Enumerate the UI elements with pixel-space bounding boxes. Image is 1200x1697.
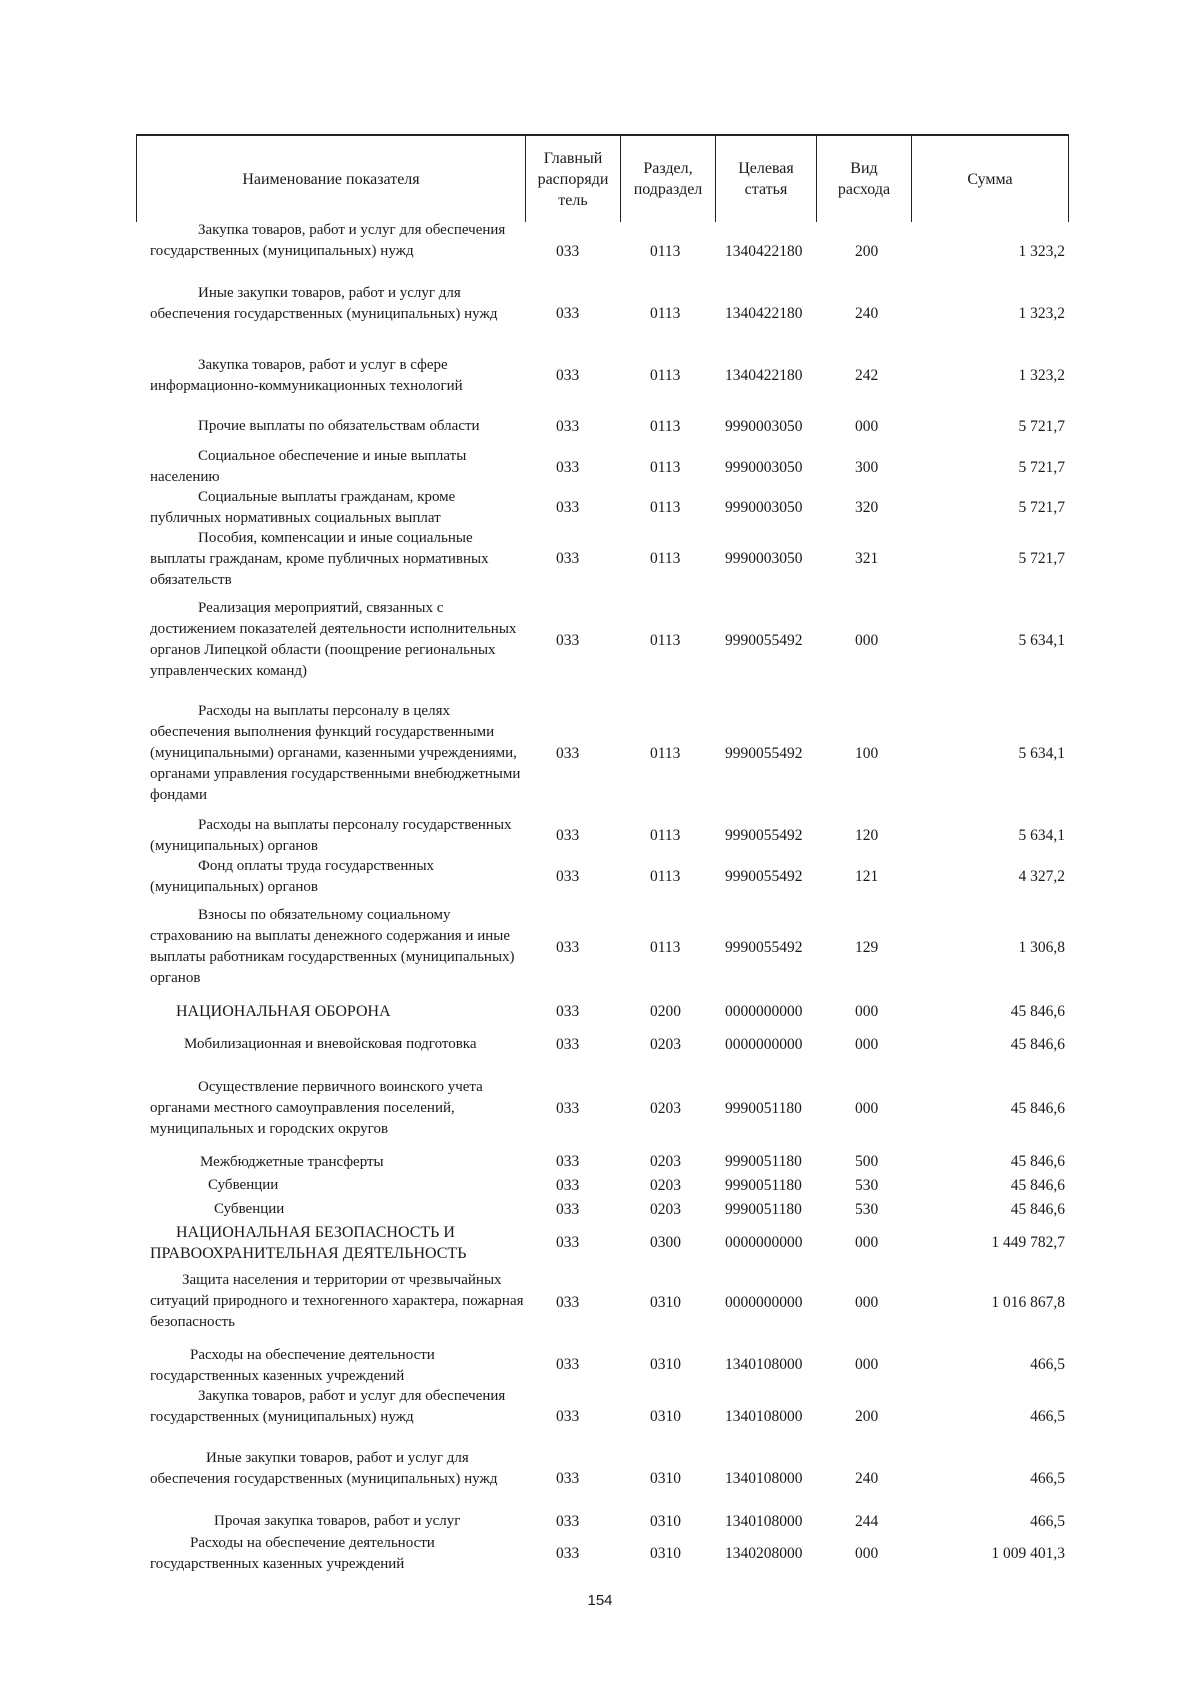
row-celevaya: 9990051180	[725, 1153, 802, 1170]
row-razdel: 0203	[650, 1036, 681, 1053]
row-summa: 466,5	[1030, 1470, 1065, 1487]
row-glavny: 033	[556, 499, 580, 516]
row-summa: 466,5	[1030, 1513, 1065, 1530]
row-razdel: 0113	[650, 499, 681, 516]
row-summa: 1 016 867,8	[991, 1294, 1065, 1311]
row-vid: 120	[855, 827, 879, 844]
header-celevaya-statya: Целевая статья	[715, 136, 816, 222]
row-celevaya: 9990055492	[725, 939, 803, 956]
row-name: Прочая закупка товаров, работ и услуг	[214, 1513, 461, 1529]
row-vid: 129	[855, 939, 879, 956]
row-glavny: 033	[556, 1470, 580, 1487]
row-razdel: 0310	[650, 1470, 681, 1487]
row-summa: 45 846,6	[1010, 1036, 1065, 1053]
row-razdel: 0113	[650, 418, 681, 435]
row-glavny: 033	[556, 827, 580, 844]
row-vid: 240	[855, 1470, 879, 1487]
row-glavny: 033	[556, 1356, 580, 1373]
row-razdel: 0113	[650, 868, 681, 885]
row-name: Расходы на обеспечение деятельности государственных казенных учреждений	[150, 1347, 435, 1384]
row-glavny: 033	[556, 1153, 580, 1170]
row-vid: 530	[855, 1201, 879, 1218]
row-vid: 530	[855, 1177, 879, 1194]
row-celevaya: 1340108000	[725, 1356, 803, 1373]
row-celevaya: 1340422180	[725, 243, 803, 260]
row-glavny: 033	[556, 939, 580, 956]
row-vid: 244	[855, 1513, 879, 1530]
row-name: Закупка товаров, работ и услуг для обеспечения государственных (муниципальных) нужд	[150, 1388, 506, 1425]
row-name: Фонд оплаты труда государственных (муниципальных) органов	[150, 858, 435, 895]
row-glavny: 033	[556, 550, 580, 567]
row-summa: 466,5	[1030, 1356, 1065, 1373]
row-vid: 200	[855, 243, 879, 260]
row-celevaya: 9990003050	[725, 499, 803, 516]
row-summa: 1 449 782,7	[991, 1234, 1065, 1251]
row-summa: 5 634,1	[1018, 745, 1065, 762]
row-summa: 1 323,2	[1018, 305, 1065, 322]
row-razdel: 0113	[650, 827, 681, 844]
row-vid: 100	[855, 745, 879, 762]
row-razdel: 0113	[650, 550, 681, 567]
row-celevaya: 0000000000	[725, 1003, 803, 1020]
row-vid: 000	[855, 1545, 879, 1562]
row-celevaya: 9990055492	[725, 868, 803, 885]
row-name: Мобилизационная и вневойсковая подготовка	[184, 1036, 477, 1052]
row-name: Субвенции	[214, 1201, 285, 1217]
row-glavny: 033	[556, 243, 580, 260]
row-name: Расходы на выплаты персоналу в целях обеспечения выполнения функций государственными (муниципальными) органами, казенными учреждениями, органами управления государственными внебюджетными фондами	[150, 703, 521, 803]
row-vid: 000	[855, 1036, 879, 1053]
row-celevaya: 0000000000	[725, 1294, 803, 1311]
row-vid: 300	[855, 459, 879, 476]
header-summa: Сумма	[911, 136, 1069, 222]
row-summa: 5 634,1	[1018, 827, 1065, 844]
row-razdel: 0310	[650, 1356, 681, 1373]
row-razdel: 0310	[650, 1408, 681, 1425]
row-name: Закупка товаров, работ и услуг для обеспечения государственных (муниципальных) нужд	[150, 222, 506, 259]
row-glavny: 033	[556, 459, 580, 476]
row-vid: 321	[855, 550, 879, 567]
row-summa: 45 846,6	[1010, 1003, 1065, 1020]
row-vid: 000	[855, 418, 879, 435]
row-glavny: 033	[556, 632, 580, 649]
row-summa: 1 009 401,3	[991, 1545, 1065, 1562]
row-name: Иные закупки товаров, работ и услуг для обеспечения государственных (муниципальных) нужд	[150, 1450, 498, 1487]
row-name: Взносы по обязательному социальному страхованию на выплаты денежного содержания и иные выплаты работникам государственных (муниципальных) органов	[150, 907, 515, 986]
row-summa: 466,5	[1030, 1408, 1065, 1425]
row-razdel: 0113	[650, 367, 681, 384]
row-razdel: 0200	[650, 1003, 681, 1020]
row-summa: 1 323,2	[1018, 367, 1065, 384]
row-summa: 5 721,7	[1018, 499, 1065, 516]
header-vid-raskhoda: Вид расхода	[816, 136, 911, 222]
row-celevaya: 9990055492	[725, 745, 803, 762]
row-glavny: 033	[556, 1177, 580, 1194]
row-glavny: 033	[556, 1036, 580, 1053]
row-razdel: 0113	[650, 745, 681, 762]
row-vid: 200	[855, 1408, 879, 1425]
row-celevaya: 1340108000	[725, 1408, 803, 1425]
row-celevaya: 9990051180	[725, 1100, 802, 1117]
row-name: Социальные выплаты гражданам, кроме публичных нормативных социальных выплат	[150, 489, 456, 526]
row-vid: 242	[855, 367, 879, 384]
row-vid: 500	[855, 1153, 879, 1170]
row-glavny: 033	[556, 1545, 580, 1562]
row-glavny: 033	[556, 367, 580, 384]
row-vid: 240	[855, 305, 879, 322]
row-summa: 1 323,2	[1018, 243, 1065, 260]
row-name: Пособия, компенсации и иные социальные выплаты гражданам, кроме публичных нормативных обязательств	[150, 530, 489, 588]
row-razdel: 0203	[650, 1100, 681, 1117]
row-celevaya: 9990055492	[725, 827, 803, 844]
row-summa: 45 846,6	[1010, 1153, 1065, 1170]
row-summa: 1 306,8	[1018, 939, 1065, 956]
row-glavny: 033	[556, 1408, 580, 1425]
row-glavny: 033	[556, 418, 580, 435]
row-name: Социальное обеспечение и иные выплаты населению	[150, 448, 467, 485]
row-name: Иные закупки товаров, работ и услуг для обеспечения государственных (муниципальных) нужд	[150, 285, 498, 322]
row-celevaya: 9990003050	[725, 459, 803, 476]
row-name: Расходы на обеспечение деятельности государственных казенных учреждений	[150, 1535, 435, 1572]
header-glavny-rasporyaditel: Главный распоряди тель	[525, 136, 620, 222]
row-razdel: 0203	[650, 1201, 681, 1218]
row-name: НАЦИОНАЛЬНАЯ БЕЗОПАСНОСТЬ И ПРАВООХРАНИТЕЛЬНАЯ ДЕЯТЕЛЬНОСТЬ	[150, 1224, 467, 1262]
row-vid: 000	[855, 632, 879, 649]
row-razdel: 0310	[650, 1294, 681, 1311]
row-razdel: 0300	[650, 1234, 681, 1251]
row-glavny: 033	[556, 1234, 580, 1251]
row-razdel: 0113	[650, 939, 681, 956]
row-vid: 121	[855, 868, 879, 885]
row-glavny: 033	[556, 305, 580, 322]
row-celevaya: 9990003050	[725, 418, 803, 435]
row-glavny: 033	[556, 1100, 580, 1117]
row-vid: 000	[855, 1100, 879, 1117]
row-vid: 000	[855, 1003, 879, 1020]
row-summa: 4 327,2	[1018, 868, 1065, 885]
page-number: 154	[587, 1592, 613, 1609]
row-razdel: 0310	[650, 1545, 681, 1562]
row-celevaya: 1340422180	[725, 305, 803, 322]
row-glavny: 033	[556, 1003, 580, 1020]
row-celevaya: 0000000000	[725, 1036, 803, 1053]
row-celevaya: 1340108000	[725, 1470, 803, 1487]
row-celevaya: 9990055492	[725, 632, 803, 649]
row-glavny: 033	[556, 1513, 580, 1530]
row-summa: 5 634,1	[1018, 632, 1065, 649]
row-summa: 45 846,6	[1010, 1201, 1065, 1218]
row-celevaya: 1340208000	[725, 1545, 803, 1562]
row-name: Осуществление первичного воинского учета органами местного самоуправления поселений, муниципальных и городских округов	[150, 1079, 483, 1137]
row-glavny: 033	[556, 1294, 580, 1311]
row-razdel: 0113	[650, 243, 681, 260]
row-summa: 5 721,7	[1018, 459, 1065, 476]
row-name: Межбюджетные трансферты	[200, 1154, 384, 1170]
row-vid: 320	[855, 499, 879, 516]
row-name: Закупка товаров, работ и услуг в сфере информационно-коммуникационных технологий	[150, 357, 463, 394]
row-vid: 000	[855, 1356, 879, 1373]
row-celevaya: 0000000000	[725, 1234, 803, 1251]
row-vid: 000	[855, 1234, 879, 1251]
row-name: НАЦИОНАЛЬНАЯ ОБОРОНА	[176, 1003, 391, 1020]
row-name: Реализация мероприятий, связанных с достижением показателей деятельности исполнительных органов Липецкой области (поощрение региональных управленческих команд)	[150, 600, 517, 679]
row-celevaya: 1340108000	[725, 1513, 803, 1530]
row-summa: 5 721,7	[1018, 550, 1065, 567]
row-glavny: 033	[556, 868, 580, 885]
row-name: Защита населения и территории от чрезвычайных ситуаций природного и техногенного характера, пожарная безопасность	[150, 1272, 524, 1330]
header-razdel: Раздел, подраздел	[620, 136, 715, 222]
row-summa: 5 721,7	[1018, 418, 1065, 435]
row-razdel: 0203	[650, 1153, 681, 1170]
row-celevaya: 1340422180	[725, 367, 803, 384]
row-celevaya: 9990003050	[725, 550, 803, 567]
row-name: Расходы на выплаты персоналу государственных (муниципальных) органов	[150, 817, 512, 854]
header-name: Наименование показателя	[136, 136, 525, 222]
row-name: Субвенции	[208, 1177, 279, 1193]
row-summa: 45 846,6	[1010, 1100, 1065, 1117]
row-name: Прочие выплаты по обязательствам области	[198, 418, 480, 434]
row-celevaya: 9990051180	[725, 1177, 802, 1194]
row-vid: 000	[855, 1294, 879, 1311]
row-razdel: 0310	[650, 1513, 681, 1530]
row-summa: 45 846,6	[1010, 1177, 1065, 1194]
row-glavny: 033	[556, 1201, 580, 1218]
row-razdel: 0113	[650, 632, 681, 649]
table-header	[136, 134, 1069, 220]
row-razdel: 0113	[650, 305, 681, 322]
row-razdel: 0203	[650, 1177, 681, 1194]
row-celevaya: 9990051180	[725, 1201, 802, 1218]
row-glavny: 033	[556, 745, 580, 762]
row-razdel: 0113	[650, 459, 681, 476]
